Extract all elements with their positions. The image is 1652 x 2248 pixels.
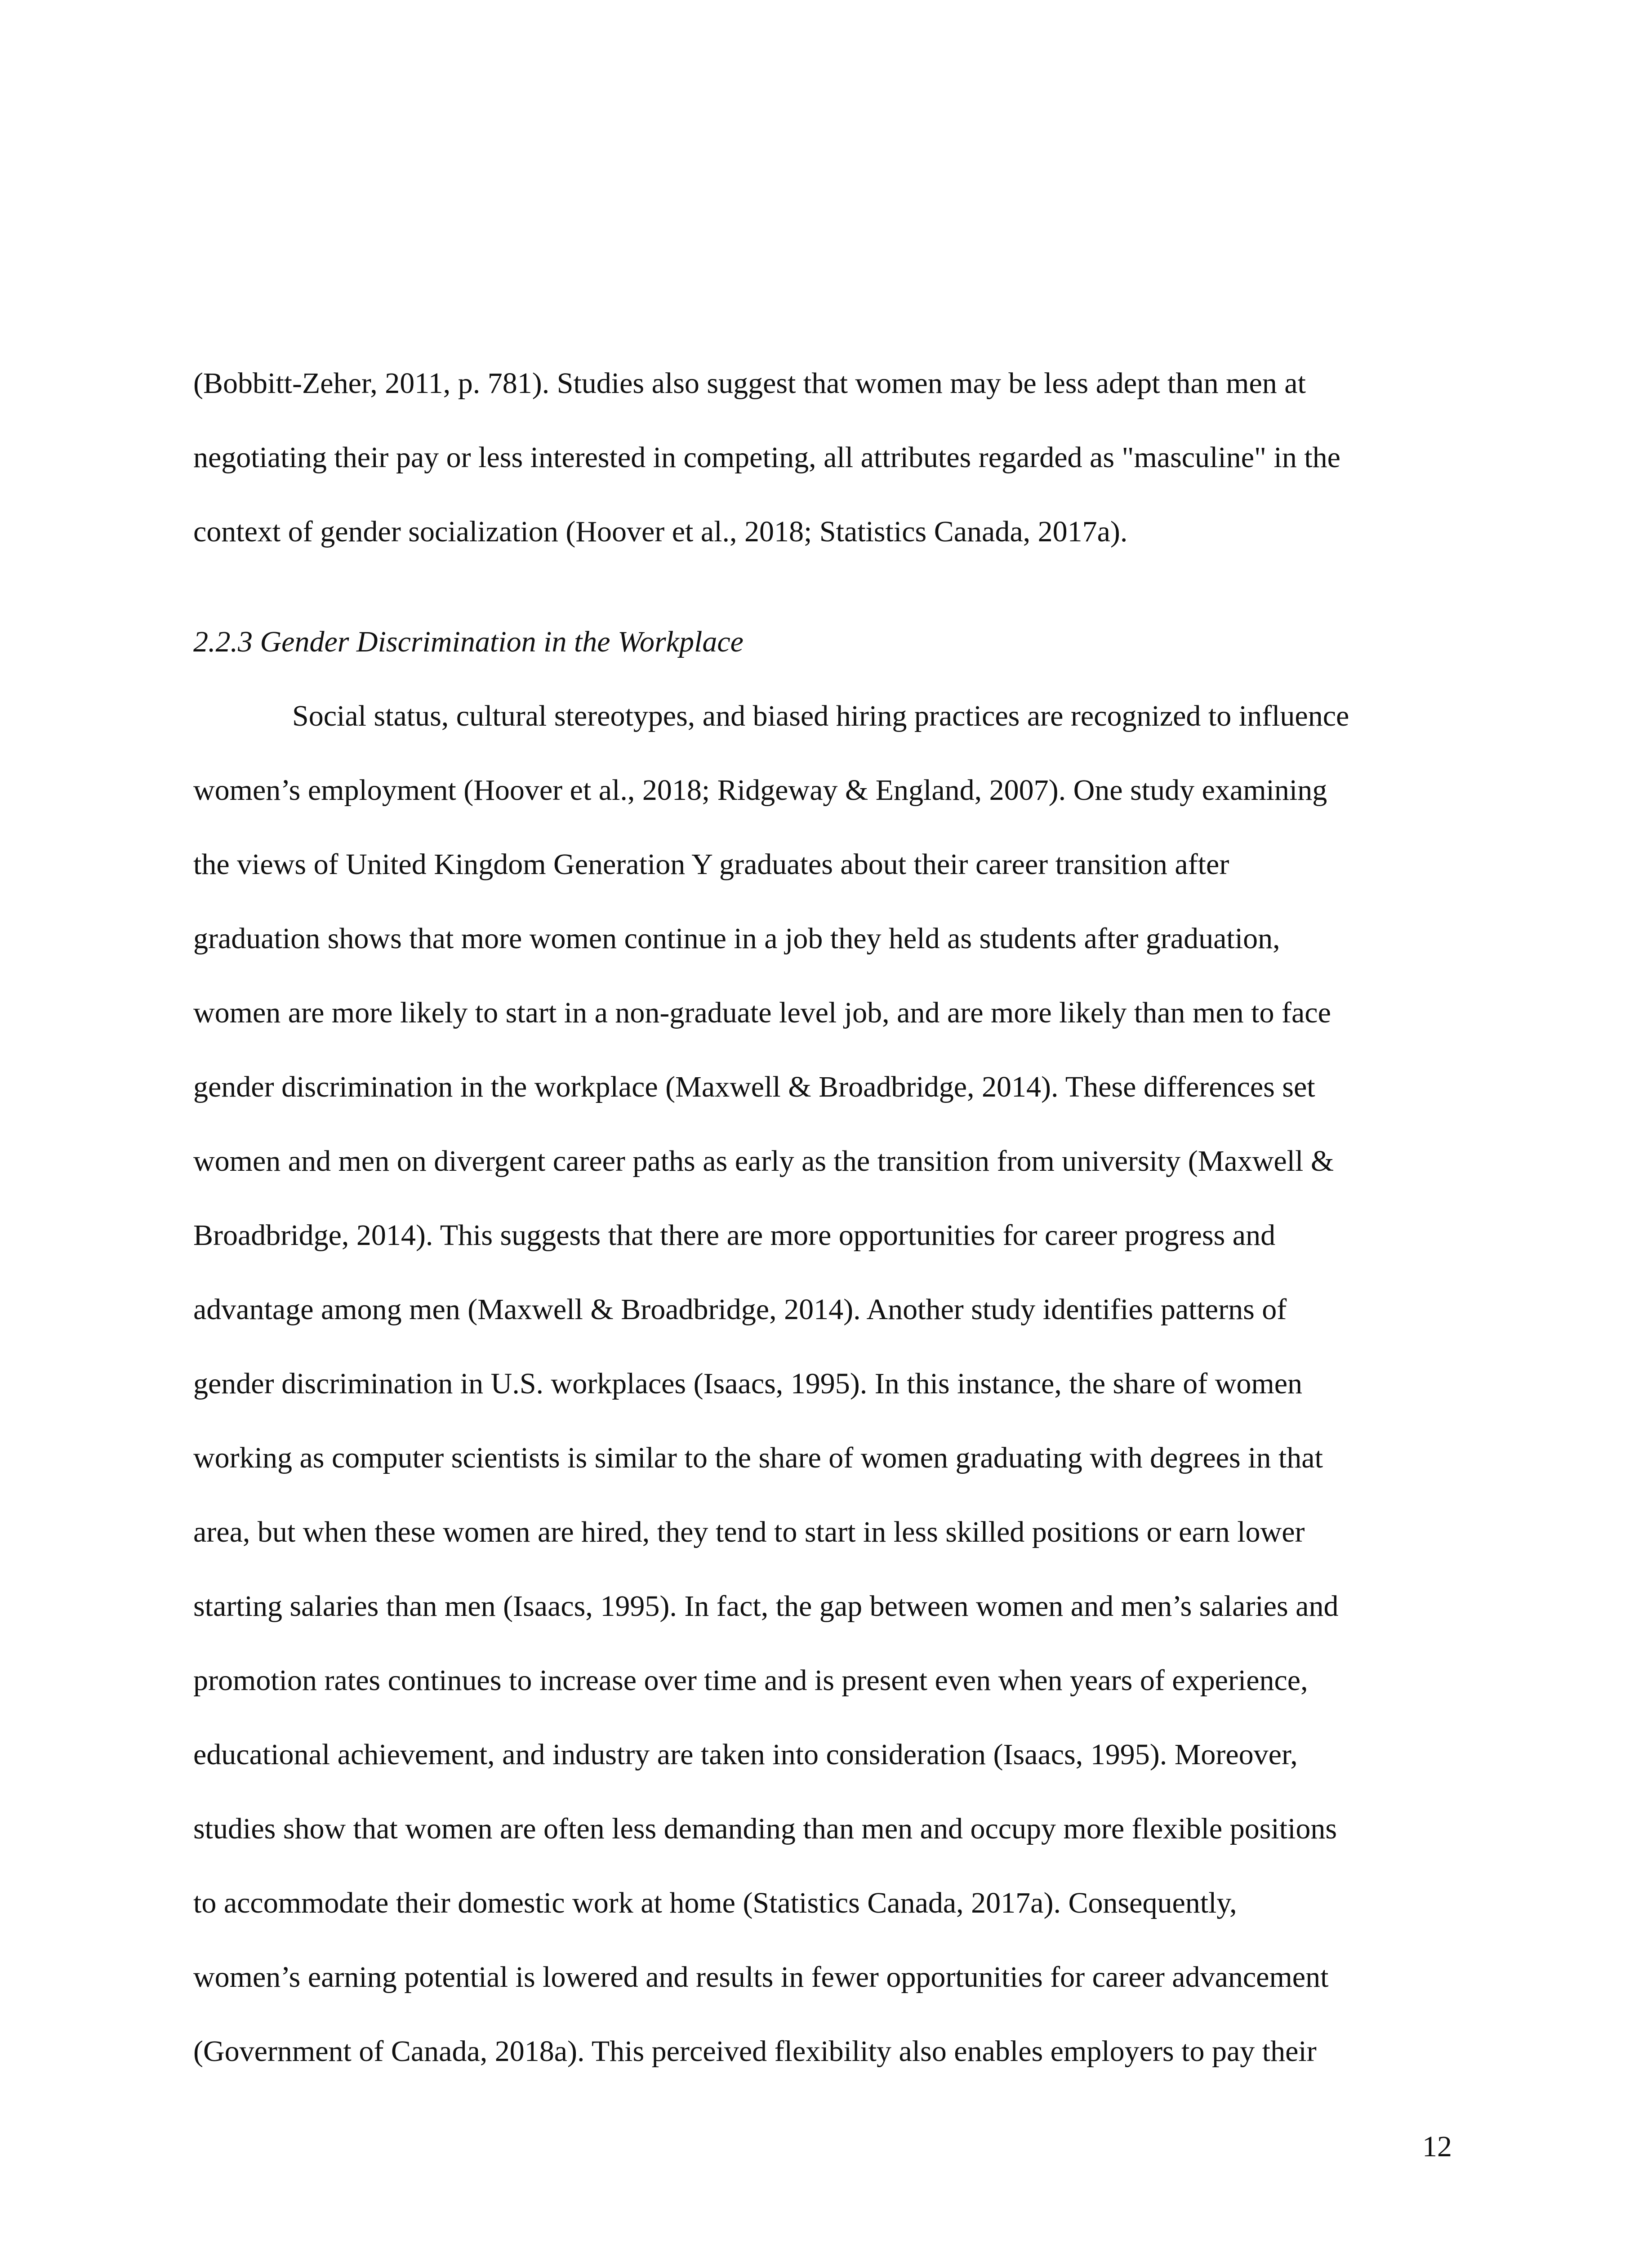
text-line: gender discrimination in the workplace (Maxwell & Broadbridge, 2014). These differences set xyxy=(193,1070,1315,1103)
section-heading-text: 2.2.3 Gender Discrimination in the Workplace xyxy=(193,625,744,658)
text-line: women’s earning potential is lowered and results in fewer opportunities for career advancement xyxy=(193,1961,1329,1994)
text-line: women and men on divergent career paths as early as the transition from university (Maxwell & xyxy=(193,1145,1334,1178)
text-line: working as computer scientists is similar to the share of women graduating with degrees in that xyxy=(193,1441,1323,1474)
intro-paragraph xyxy=(193,346,1452,569)
text-line: graduation shows that more women continue in a job they held as students after graduation, xyxy=(193,922,1280,955)
body-paragraph xyxy=(193,679,1452,2088)
text-line: educational achievement, and industry are taken into consideration (Isaacs, 1995). Moreover, xyxy=(193,1738,1298,1771)
text-line: promotion rates continues to increase over time and is present even when years of experience, xyxy=(193,1664,1308,1697)
text-line: (Bobbitt-Zeher, 2011, p. 781). Studies also suggest that women may be less adept than men at xyxy=(193,367,1306,400)
section-heading xyxy=(193,605,1452,679)
text-line: women are more likely to start in a non-graduate level job, and are more likely than men to face xyxy=(193,996,1331,1029)
text-line: Social status, cultural stereotypes, and biased hiring practices are recognized to influence xyxy=(292,700,1349,732)
text-line: to accommodate their domestic work at home (Statistics Canada, 2017a). Consequently, xyxy=(193,1887,1237,1919)
page-number: 12 xyxy=(1422,2130,1452,2163)
text-line: area, but when these women are hired, they tend to start in less skilled positions or earn lower xyxy=(193,1516,1305,1548)
text-line: Broadbridge, 2014). This suggests that there are more opportunities for career progress and xyxy=(193,1219,1276,1252)
text-line: women’s employment (Hoover et al., 2018; Ridgeway & England, 2007). One study examining xyxy=(193,774,1327,807)
text-line: starting salaries than men (Isaacs, 1995). In fact, the gap between women and men’s salaries and xyxy=(193,1590,1339,1623)
text-line: (Government of Canada, 2018a). This perceived flexibility also enables employers to pay their xyxy=(193,2035,1317,2068)
text-line: the views of United Kingdom Generation Y graduates about their career transition after xyxy=(193,848,1229,881)
text-line: negotiating their pay or less interested in competing, all attributes regarded as "masculine" in the xyxy=(193,441,1340,474)
text-line: advantage among men (Maxwell & Broadbridge, 2014). Another study identifies patterns of xyxy=(193,1293,1287,1326)
text-line: gender discrimination in U.S. workplaces (Isaacs, 1995). In this instance, the share of women xyxy=(193,1367,1303,1400)
text-line: context of gender socialization (Hoover et al., 2018; Statistics Canada, 2017a). xyxy=(193,515,1128,548)
text-line: studies show that women are often less demanding than men and occupy more flexible positions xyxy=(193,1812,1337,1845)
